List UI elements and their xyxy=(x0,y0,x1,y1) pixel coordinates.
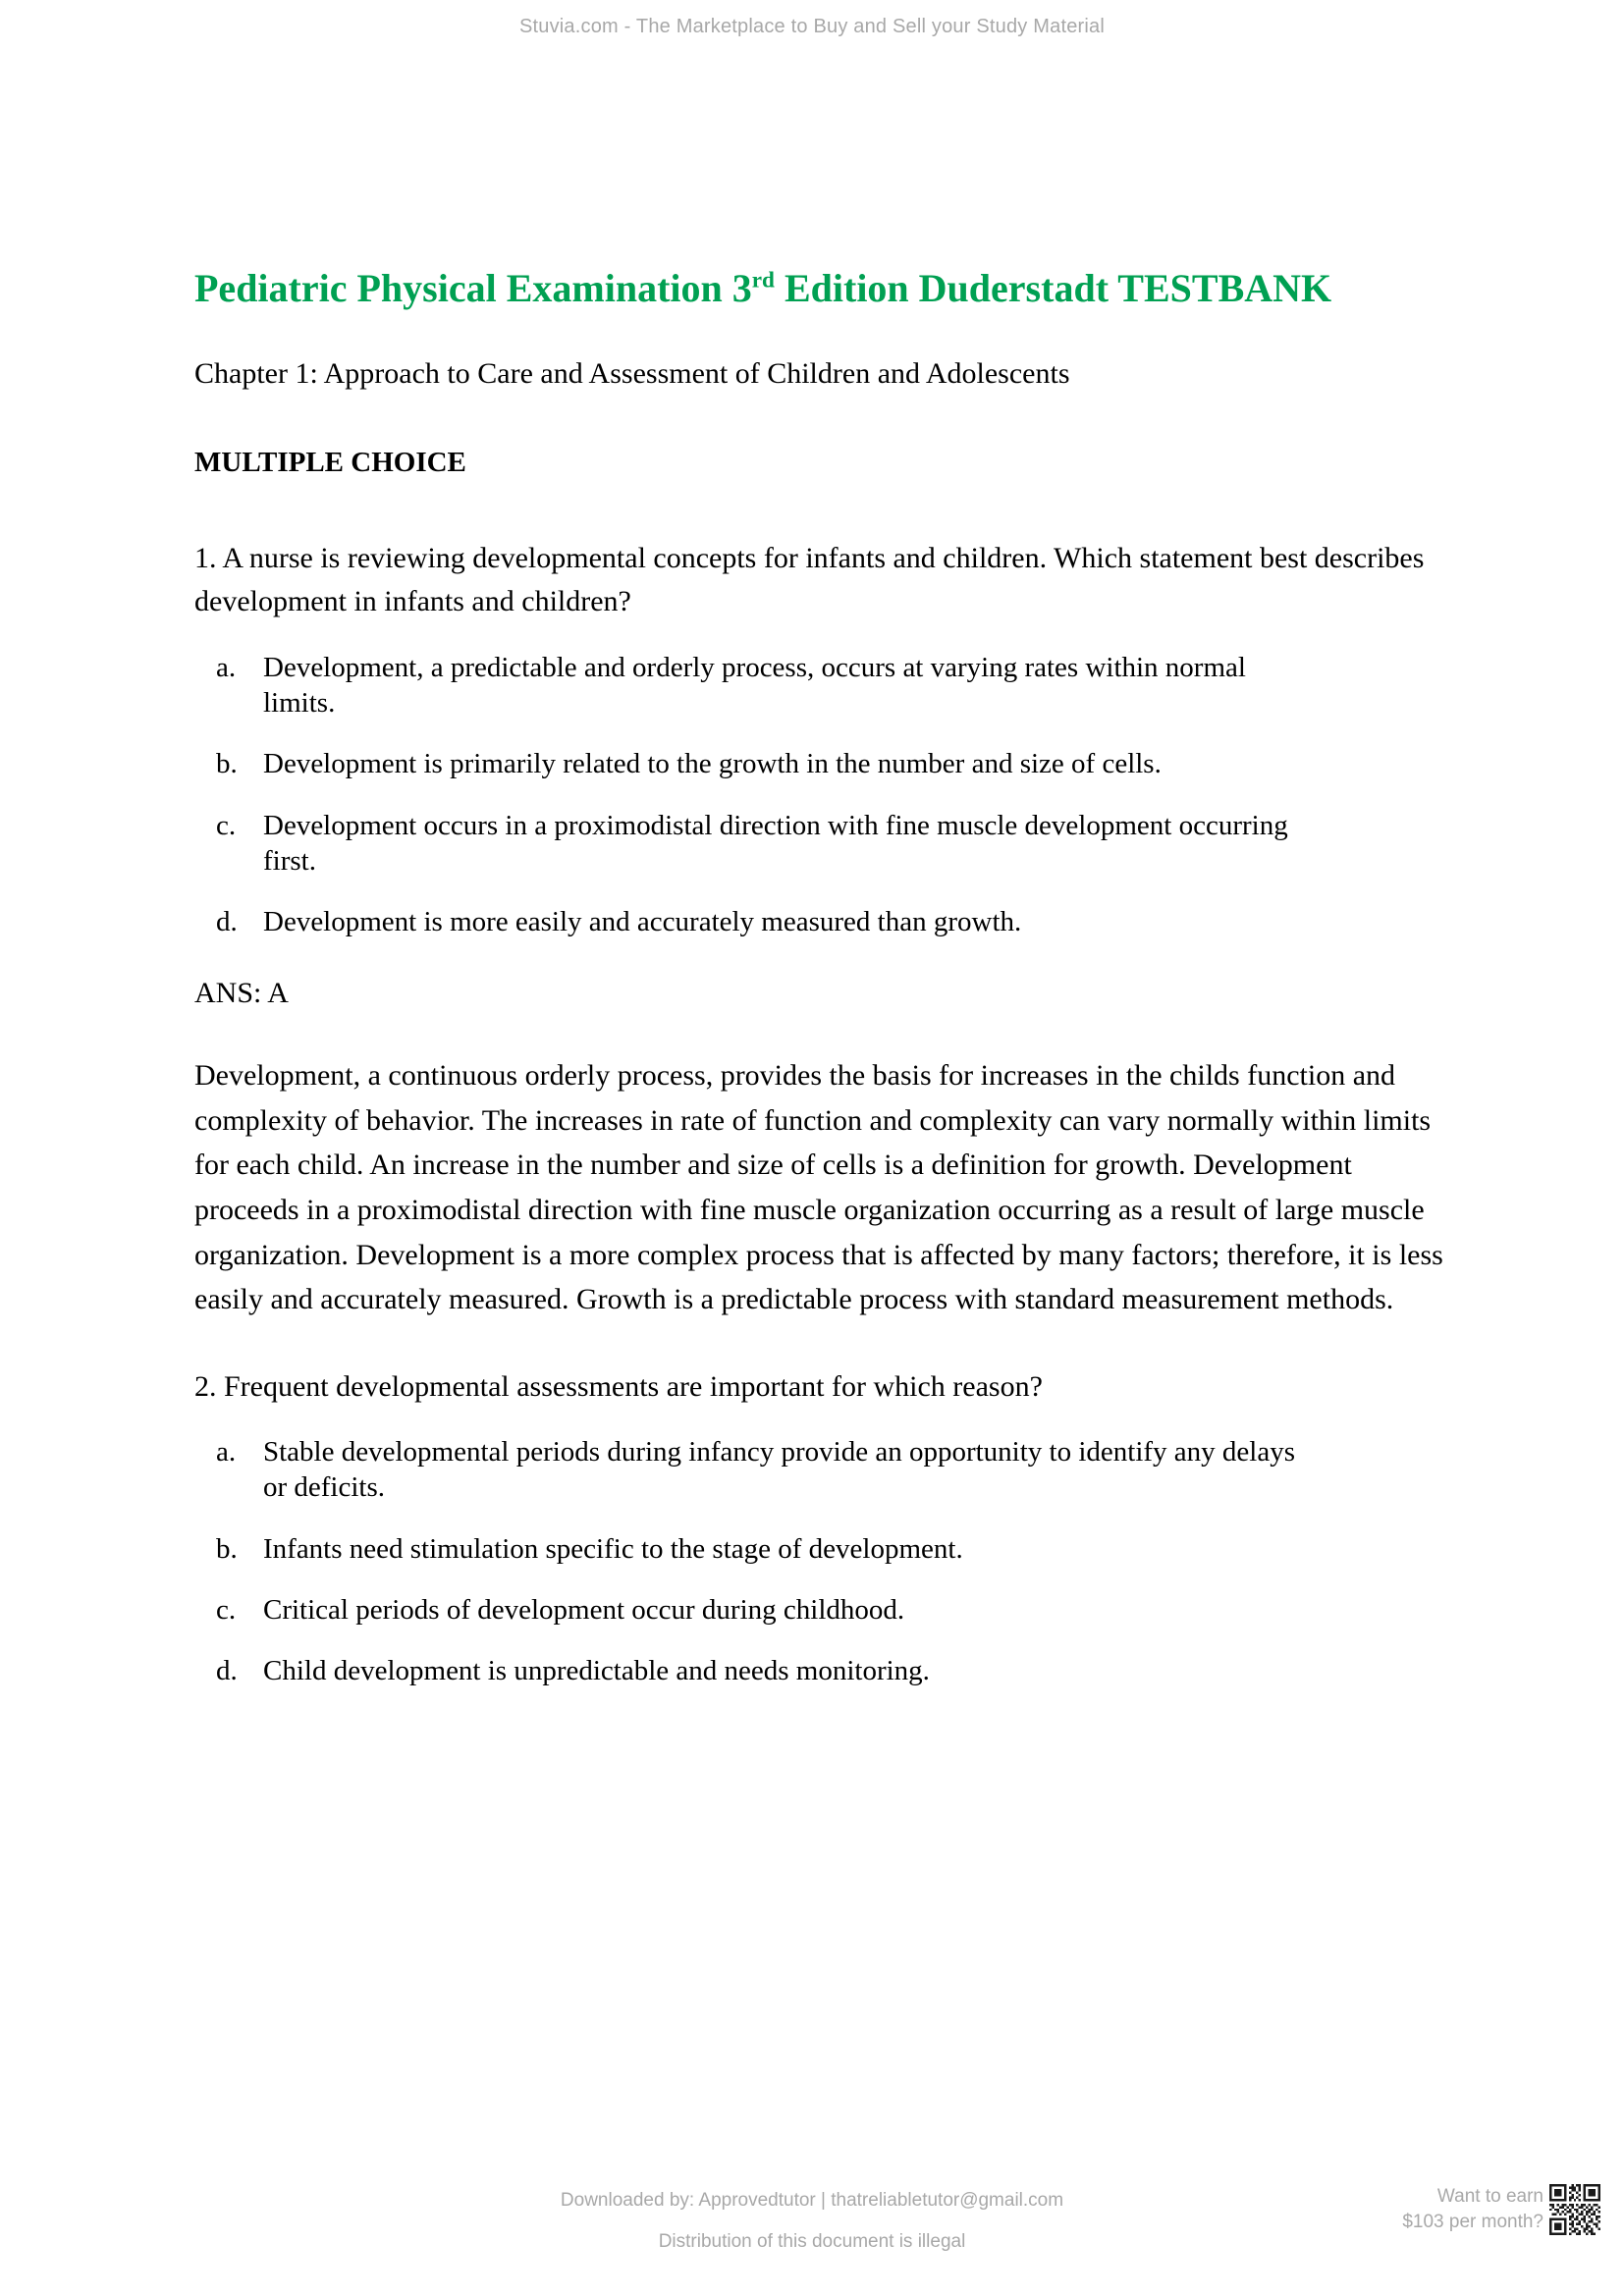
footer-promo-line-2: $103 per month? xyxy=(1402,2212,1543,2232)
question-1-rationale: Development, a continuous orderly process, provides the basis for increases in the childs function and complexity of behavior. The increases in rate of function and complexity can vary normally within limits for each child. An increase in the number and size of cells is a definition for growth. Development proceeds in a proximodistal direction with fine muscle organization occurring as a result of large muscle organization. Development is a more complex process that is affected by many factors; therefore, it is less easily and accurately measured. Growth is a predictable process with standard measurement methods. xyxy=(194,1059,1443,1316)
list-item[interactable] xyxy=(194,746,1443,781)
question-1-answer: ANS: A xyxy=(194,977,289,1010)
footer-distribution-notice: Distribution of this document is illegal xyxy=(658,2231,966,2252)
page-title xyxy=(194,267,1443,311)
list-item[interactable] xyxy=(194,650,1443,721)
option-letter: c. xyxy=(216,1593,237,1626)
section-heading-multiple-choice: MULTIPLE CHOICE xyxy=(194,447,466,479)
page-title-superscript: rd xyxy=(751,267,775,294)
page-title-main: Pediatric Physical Examination 3 xyxy=(194,266,752,310)
page-title-tail: Edition Duderstadt TESTBANK xyxy=(774,266,1332,310)
question-1-options xyxy=(194,650,1443,940)
option-text: Stable developmental periods during infancy provide an opportunity to identify any delays or deficits. xyxy=(263,1436,1295,1504)
option-text: Development occurs in a proximodistal direction with fine muscle development occurring first. xyxy=(263,809,1288,877)
option-letter: b. xyxy=(216,1532,238,1565)
footer-downloaded-by: Downloaded by: Approvedtutor | thatreliabletutor@gmail.com xyxy=(560,2190,1064,2211)
option-letter: c. xyxy=(216,809,237,841)
list-item[interactable] xyxy=(194,904,1443,939)
chapter-heading: Chapter 1: Approach to Care and Assessment of Children and Adolescents xyxy=(194,356,1070,390)
option-text: Development is primarily related to the growth in the number and size of cells. xyxy=(263,748,1162,780)
option-letter: b. xyxy=(216,748,238,780)
list-item[interactable] xyxy=(194,1434,1443,1506)
footer-promo-line-1: Want to earn xyxy=(1436,2186,1543,2208)
stuvia-watermark-header: Stuvia.com - The Marketplace to Buy and Sell your Study Material xyxy=(518,16,1106,37)
question-1-stem: 1. A nurse is reviewing developmental concepts for infants and children. Which statement best describes development in infants and children? xyxy=(194,541,1425,618)
option-letter: a. xyxy=(216,1436,237,1468)
question-2-stem: 2. Frequent developmental assessments are important for which reason? xyxy=(194,1369,1043,1403)
option-letter: d. xyxy=(216,1655,238,1687)
option-text: Development is more easily and accurately measured than growth. xyxy=(263,906,1022,938)
footer-promo[interactable] xyxy=(1402,2184,1600,2235)
list-item[interactable] xyxy=(194,1592,1443,1628)
option-text: Development, a predictable and orderly process, occurs at varying rates within normal limits. xyxy=(263,651,1246,720)
option-text: Critical periods of development occur during childhood. xyxy=(263,1593,905,1626)
list-item[interactable] xyxy=(194,1653,1443,1688)
document-content xyxy=(194,267,1443,1714)
option-text: Child development is unpredictable and needs monitoring. xyxy=(263,1655,930,1687)
list-item[interactable] xyxy=(194,1531,1443,1567)
option-letter: a. xyxy=(216,651,237,683)
option-text: Infants need stimulation specific to the stage of development. xyxy=(263,1532,963,1565)
option-letter: d. xyxy=(216,906,238,938)
footer-promo-text xyxy=(1402,2184,1543,2234)
list-item[interactable] xyxy=(194,808,1443,880)
qr-code-icon[interactable] xyxy=(1549,2184,1600,2235)
question-2-options xyxy=(194,1434,1443,1688)
page-footer xyxy=(0,2184,1624,2269)
